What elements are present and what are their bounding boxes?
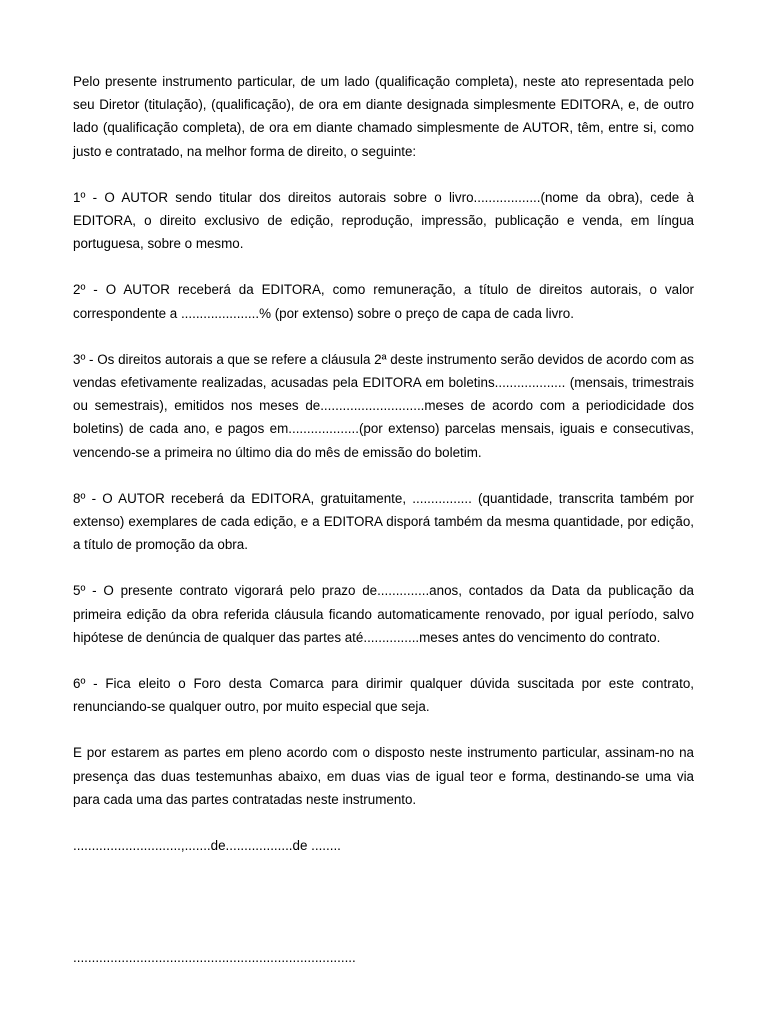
- date-line: .............................,.......de..................de ........: [73, 838, 341, 854]
- clause-3-paragraph: 3º - Os direitos autorais a que se refere a cláusula 2ª deste instrumento serão devidos de acordo com as vendas efetivamente realizadas, acusadas pela EDITORA em boletins................... (mensais, trimestrais ou semestrais), emitidos nos meses de............................meses de acordo com a periodicidade dos boletins) de cada ano, e pagos em...................(por extenso) parcelas mensais, iguais e consecutivas, vencendo-se a primeira no último dia do mês de emissão do boletim.: [73, 351, 694, 460]
- contract-document: [73, 70, 694, 965]
- clause-6-paragraph: 6º - Fica eleito o Foro desta Comarca para dirimir qualquer dúvida suscitada por este contrato, renunciando-se qualquer outro, por muito especial que seja.: [73, 676, 694, 715]
- clause-2-paragraph: 2º - O AUTOR receberá da EDITORA, como remuneração, a título de direitos autorais, o valor correspondente a .....................% (por extenso) sobre o preço de capa de cada livro.: [73, 282, 694, 321]
- clause-5-paragraph: 5º - O presente contrato vigorará pelo prazo de..............anos, contados da Data da publicação da primeira edição da obra referida cláusula ficando automaticamente renovado, por igual período, salvo hipótese de denúncia de qualquer das partes até...............meses antes do vencimento do contrato.: [73, 583, 694, 645]
- preamble-paragraph: Pelo presente instrumento particular, de um lado (qualificação completa), neste ato representada pelo seu Diretor (titulação), (qualificação), de ora em diante designada simplesmente EDITORA, e, de outro lado (qualificação completa), de ora em diante chamado simplesmente de AUTOR, têm, entre si, como justo e contratado, na melhor forma de direito, o seguinte:: [73, 74, 694, 159]
- clause-1-paragraph: 1º - O AUTOR sendo titular dos direitos autorais sobre o livro..................(nome da obra), cede à EDITORA, o direito exclusivo de edição, reprodução, impressão, publicação e venda, em língua portuguesa, sobre o mesmo.: [73, 189, 694, 252]
- closing-paragraph: E por estarem as partes em pleno acordo com o disposto neste instrumento particular, assinam-no na presença das duas testemunhas abaixo, em duas vias de igual teor e forma, destinando-se uma via para cada uma das partes contratadas neste instrumento.: [73, 745, 694, 807]
- signature-line: ............................................................................: [73, 950, 356, 965]
- clause-8-paragraph: 8º - O AUTOR receberá da EDITORA, gratuitamente, ................ (quantidade, transcrita também por extenso) exemplares de cada edição, e a EDITORA disporá também da mesma quantidade, por edição, a título de promoção da obra.: [73, 490, 694, 553]
